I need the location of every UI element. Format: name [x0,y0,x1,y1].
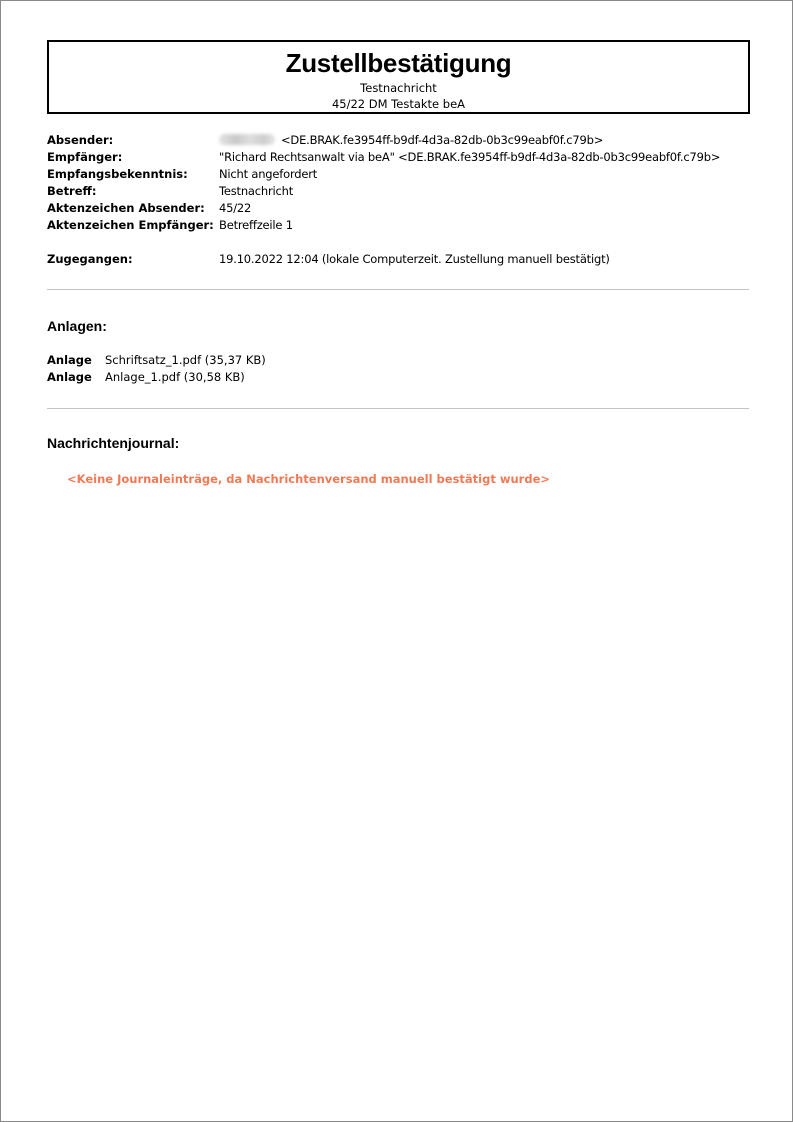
subject-value: Testnachricht [219,184,294,198]
recipient-reference-value: Betreffzeile 1 [219,218,293,232]
detail-row-receipt-ack [47,166,747,183]
journal-heading: Nachrichtenjournal: [47,435,180,451]
sender-value-wrapper [219,132,747,149]
attachment-row [47,352,747,369]
document-subtitle: Testnachricht [360,81,437,95]
sender-reference-value: 45/22 [219,201,252,215]
detail-row-recipient-reference [47,217,747,234]
message-details [47,132,747,268]
title-box [47,40,750,114]
recipient-value: "Richard Rechtsanwalt via beA" <DE.BRAK.fe3954ff-b9df-4d3a-82db-0b3c99eabf0f.c79b> [219,150,721,164]
attachment-file: Anlage_1.pdf (30,58 KB) [105,370,245,384]
attachment-row [47,369,747,386]
recipient-reference-label: Aktenzeichen Empfänger: [47,218,214,232]
received-label: Zugegangen: [47,252,133,266]
divider [47,408,749,409]
detail-row-sender [47,132,747,149]
detail-row-sender-reference [47,200,747,217]
attachment-file: Schriftsatz_1.pdf (35,37 KB) [105,353,266,367]
attachments-list [47,352,747,386]
divider [47,289,749,290]
attachments-heading: Anlagen: [47,318,107,334]
attachment-label: Anlage [47,353,92,367]
received-value: 19.10.2022 12:04 (lokale Computerzeit. Zustellung manuell bestätigt) [219,252,610,266]
receipt-ack-value: Nicht angefordert [219,167,318,181]
sender-value: <DE.BRAK.fe3954ff-b9df-4d3a-82db-0b3c99eabf0f.c79b> [281,133,604,147]
detail-row-subject [47,183,747,200]
recipient-label: Empfänger: [47,150,123,164]
sender-reference-label: Aktenzeichen Absender: [47,201,205,215]
subject-label: Betreff: [47,184,97,198]
receipt-ack-label: Empfangsbekenntnis: [47,167,188,181]
sender-label: Absender: [47,133,114,147]
redacted-sender-name [219,134,275,145]
document-title: Zustellbestätigung [285,48,512,78]
attachment-label: Anlage [47,370,92,384]
detail-row-received [47,251,747,268]
detail-row-recipient [47,149,747,166]
document-file-reference: 45/22 DM Testakte beA [331,97,466,111]
journal-empty-note: <Keine Journaleinträge, da Nachrichtenversand manuell bestätigt wurde> [67,472,551,486]
